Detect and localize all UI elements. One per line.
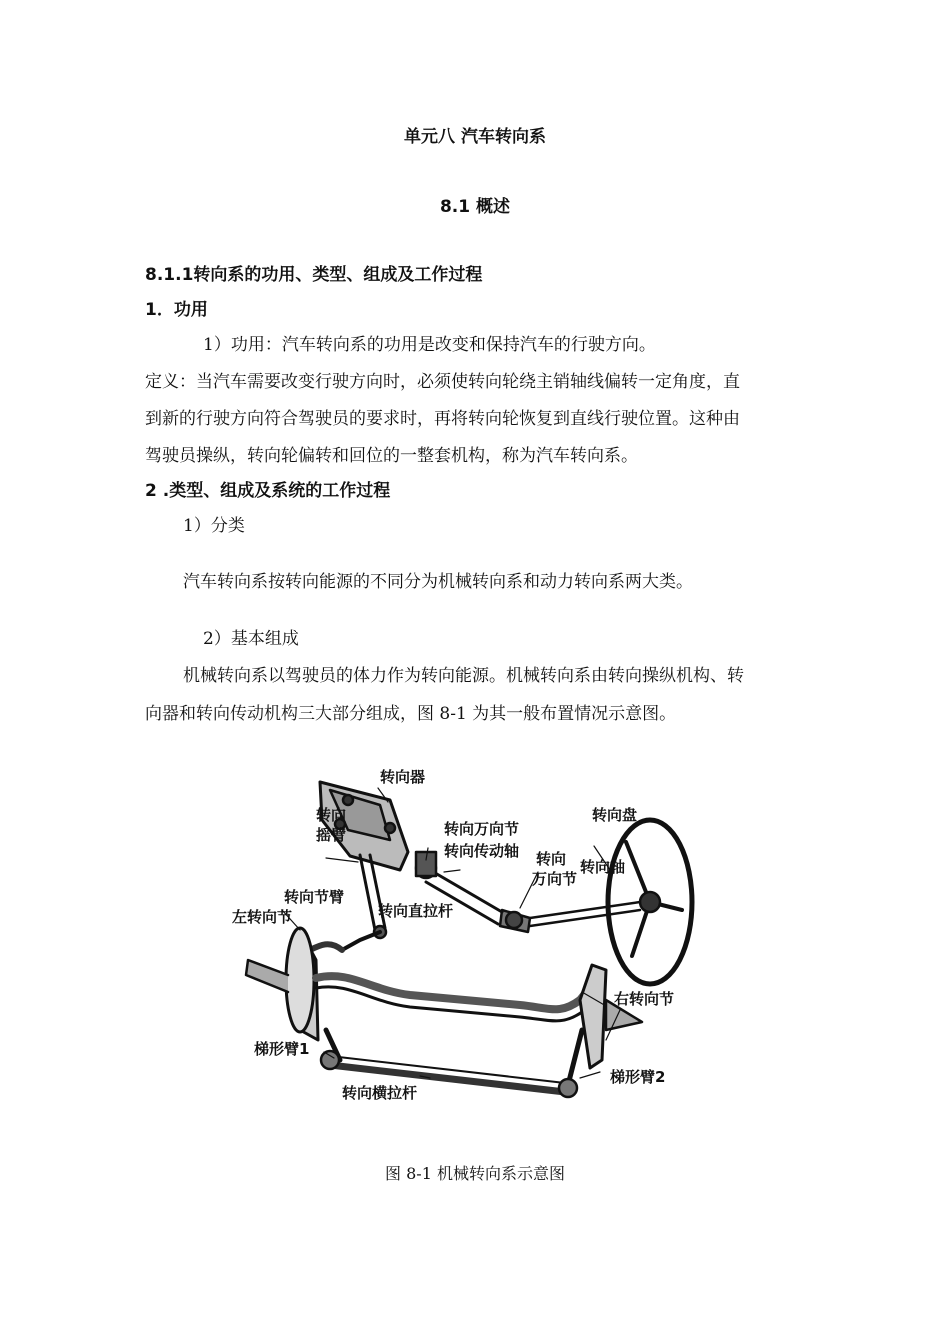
classification-subheading: 1）分类: [183, 516, 245, 536]
item1-heading: 1．功用: [145, 300, 208, 320]
label-steering-gear: 转向器: [380, 768, 426, 786]
subsection-heading: 8.1.1转向系的功用、类型、组成及工作过程: [145, 265, 483, 285]
label-trapezoid-arm-2: 梯形臂2: [610, 1068, 666, 1086]
label-pitman-arm-line1: 转向: [316, 806, 347, 824]
steering-system-diagram: [230, 760, 700, 1150]
figure-caption: 图 8-1 机械转向系示意图: [385, 1164, 565, 1183]
label-universal-joint-top: 转向万向节: [444, 820, 520, 838]
label-left-knuckle: 左转向节: [232, 908, 293, 926]
function-sentence: 1）功用：汽车转向系的功用是改变和保持汽车的行驶方向。: [203, 335, 656, 355]
label-universal-joint-line1: 转向: [536, 850, 567, 868]
item2-heading: 2 .类型、组成及系统的工作过程: [145, 481, 391, 501]
section-heading: 8.1 概述: [439, 197, 511, 217]
label-pitman-arm-line2: 摇臂: [316, 826, 347, 844]
label-knuckle-arm: 转向节臂: [284, 888, 345, 906]
document-title: 单元八 汽车转向系: [404, 127, 546, 147]
composition-line-2: 向器和转向传动机构三大部分组成，图 8-1 为其一般布置情况示意图。: [145, 704, 677, 724]
label-tie-rod: 转向横拉杆: [342, 1084, 418, 1102]
label-steering-shaft: 转向轴: [580, 858, 626, 876]
steering-shaft-shape: [530, 902, 640, 926]
label-trapezoid-arm-1: 梯形臂1: [254, 1040, 310, 1058]
label-universal-joint-line2: 万向节: [532, 870, 578, 888]
label-right-knuckle: 右转向节: [614, 990, 675, 1008]
definition-line-3: 驾驶员操纵，转向轮偏转和回位的一整套机构，称为汽车转向系。: [145, 446, 638, 466]
classification-paragraph: 汽车转向系按转向能源的不同分为机械转向系和动力转向系两大类。: [183, 572, 693, 592]
composition-subheading: 2）基本组成: [203, 629, 299, 649]
definition-line-1: 定义：当汽车需要改变行驶方向时，必须使转向轮绕主销轴线偏转一定角度，直: [145, 372, 740, 392]
label-intermediate-shaft: 转向传动轴: [444, 842, 520, 860]
label-steering-wheel: 转向盘: [592, 806, 638, 824]
label-drag-link: 转向直拉杆: [378, 902, 454, 920]
definition-line-2: 到新的行驶方向符合驾驶员的要求时，再将转向轮恢复到直线行驶位置。这种由: [145, 409, 740, 429]
composition-line-1: 机械转向系以驾驶员的体力作为转向能源。机械转向系由转向操纵机构、转: [183, 666, 744, 686]
